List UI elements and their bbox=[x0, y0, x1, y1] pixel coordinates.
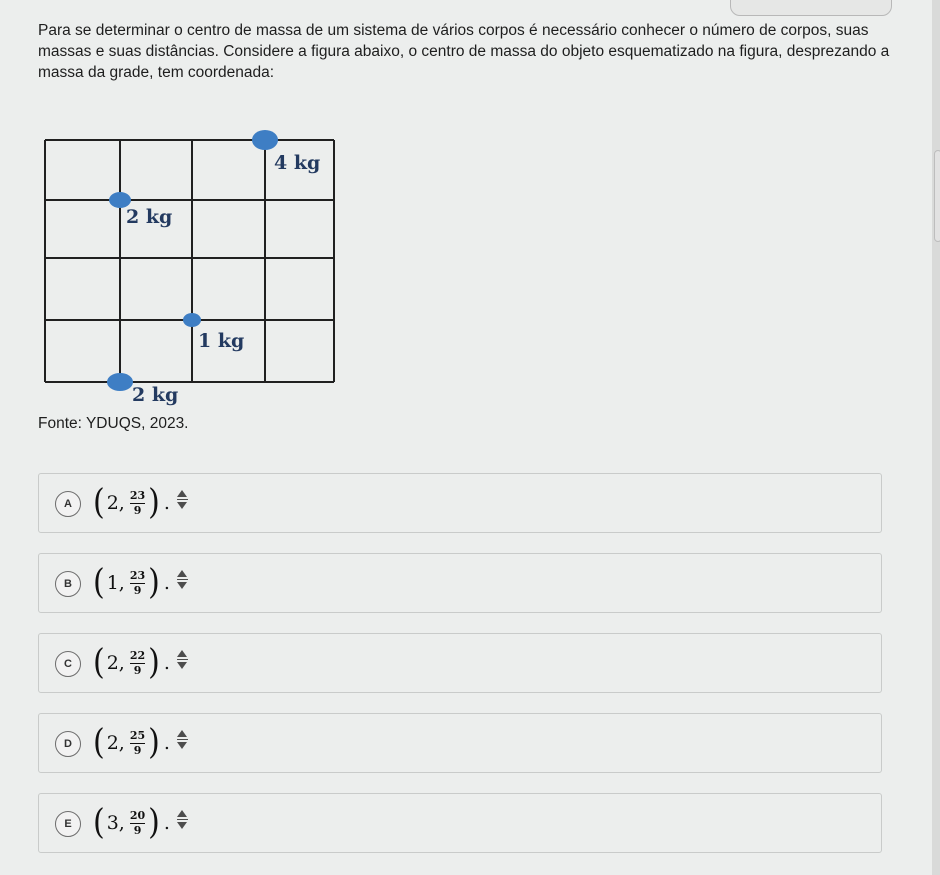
mass-label-2kg-top: 2 kg bbox=[126, 206, 173, 228]
option-letter: A bbox=[55, 491, 81, 517]
option-letter: C bbox=[55, 651, 81, 677]
sort-arrows-icon[interactable] bbox=[175, 650, 189, 676]
option-letter: E bbox=[55, 811, 81, 837]
sort-arrows-icon[interactable] bbox=[175, 490, 189, 516]
question-text: Para se determinar o centro de massa de um sistema de vários corpos é necessário conhecer o número de corpos, suas massas e suas distâncias. Considere a figura abaixo, o centro de massa do objeto esquematizado na figura, desprezando a massa da grade, tem coordenada: bbox=[38, 22, 890, 81]
option-formula: ( 1, $\frac{23}{9}$ ) . bbox=[93, 562, 170, 603]
scroll-handle[interactable] bbox=[934, 150, 940, 242]
sort-arrows-icon[interactable] bbox=[175, 570, 189, 596]
mass-label-1kg: 1 kg bbox=[198, 330, 245, 352]
sort-arrows-icon[interactable] bbox=[175, 730, 189, 756]
answer-option-a[interactable] bbox=[38, 473, 882, 533]
option-letter: B bbox=[55, 571, 81, 597]
answer-option-c[interactable] bbox=[38, 633, 882, 693]
top-toolbar-edge bbox=[730, 0, 892, 16]
mass-dot-4kg bbox=[252, 130, 278, 150]
mass-dot-1kg bbox=[183, 313, 201, 327]
mass-label-4kg: 4 kg bbox=[274, 152, 321, 174]
option-formula: ( 3, $\frac{20}{9}$ ) . bbox=[93, 802, 170, 843]
answer-option-d[interactable] bbox=[38, 713, 882, 773]
grid-lines bbox=[45, 140, 334, 382]
answer-option-e[interactable] bbox=[38, 793, 882, 853]
option-letter: D bbox=[55, 731, 81, 757]
option-formula: ( 2, $\frac{22}{9}$ ) . bbox=[93, 642, 170, 683]
right-panel-edge bbox=[932, 0, 940, 875]
answer-option-b[interactable] bbox=[38, 553, 882, 613]
option-formula: ( 2, $\frac{23}{9}$ ) . bbox=[93, 482, 170, 523]
source-citation: Fonte: YDUQS, 2023. bbox=[38, 415, 189, 432]
mass-grid-figure bbox=[30, 128, 350, 418]
mass-label-2kg-bottom: 2 kg bbox=[132, 384, 179, 406]
sort-arrows-icon[interactable] bbox=[175, 810, 189, 836]
option-formula: ( 2, $\frac{25}{9}$ ) . bbox=[93, 722, 170, 763]
mass-dot-2kg-bottom bbox=[107, 373, 133, 391]
